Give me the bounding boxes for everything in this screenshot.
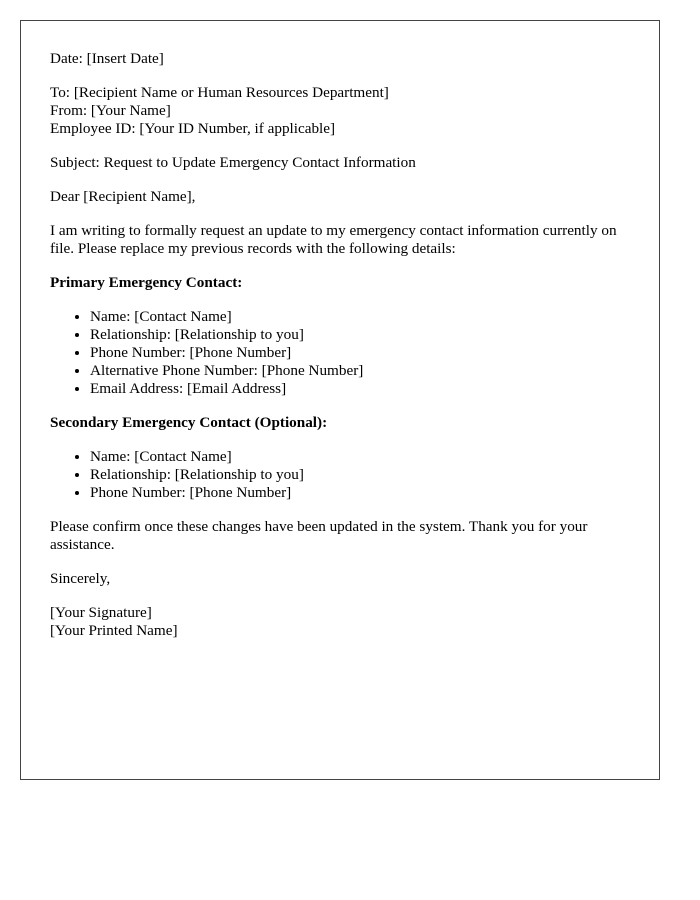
primary-contact-list xyxy=(50,308,640,398)
secondary-contact-relationship: • Relationship: [Relationship to you] xyxy=(90,466,640,484)
from-line: From: [Your Name] xyxy=(50,102,171,119)
primary-contact-heading: Primary Emergency Contact: xyxy=(50,274,243,291)
date-line: Date: [Insert Date] xyxy=(50,50,164,67)
header-block xyxy=(50,84,640,138)
signature-block xyxy=(50,604,640,640)
intro-paragraph: I am writing to formally request an update to my emergency contact information currently on file. Please replace my previous records with the following details: xyxy=(50,222,617,257)
secondary-contact-heading: Secondary Emergency Contact (Optional): xyxy=(50,414,328,431)
secondary-contact-name: • Name: [Contact Name] xyxy=(90,448,640,466)
secondary-contact-phone: • Phone Number: [Phone Number] xyxy=(90,484,640,502)
signature-line: [Your Signature] xyxy=(50,604,152,621)
primary-contact-relationship: • Relationship: [Relationship to you] xyxy=(90,326,640,344)
salutation: Dear [Recipient Name], xyxy=(50,188,196,205)
primary-contact-name: • Name: [Contact Name] xyxy=(90,308,640,326)
letter-content xyxy=(50,50,640,640)
primary-contact-alt-phone: • Alternative Phone Number: [Phone Number] xyxy=(90,362,640,380)
employee-id-line: Employee ID: [Your ID Number, if applicable] xyxy=(50,120,336,137)
sign-off: Sincerely, xyxy=(50,570,111,587)
secondary-contact-list xyxy=(50,448,640,502)
to-line: To: [Recipient Name or Human Resources Department] xyxy=(50,84,389,101)
printed-name-line: [Your Printed Name] xyxy=(50,622,178,639)
closing-paragraph: Please confirm once these changes have been updated in the system. Thank you for your assistance. xyxy=(50,518,588,553)
subject-line: Subject: Request to Update Emergency Contact Information xyxy=(50,154,416,171)
primary-contact-email: • Email Address: [Email Address] xyxy=(90,380,640,398)
letter-frame xyxy=(20,20,660,780)
primary-contact-phone: • Phone Number: [Phone Number] xyxy=(90,344,640,362)
